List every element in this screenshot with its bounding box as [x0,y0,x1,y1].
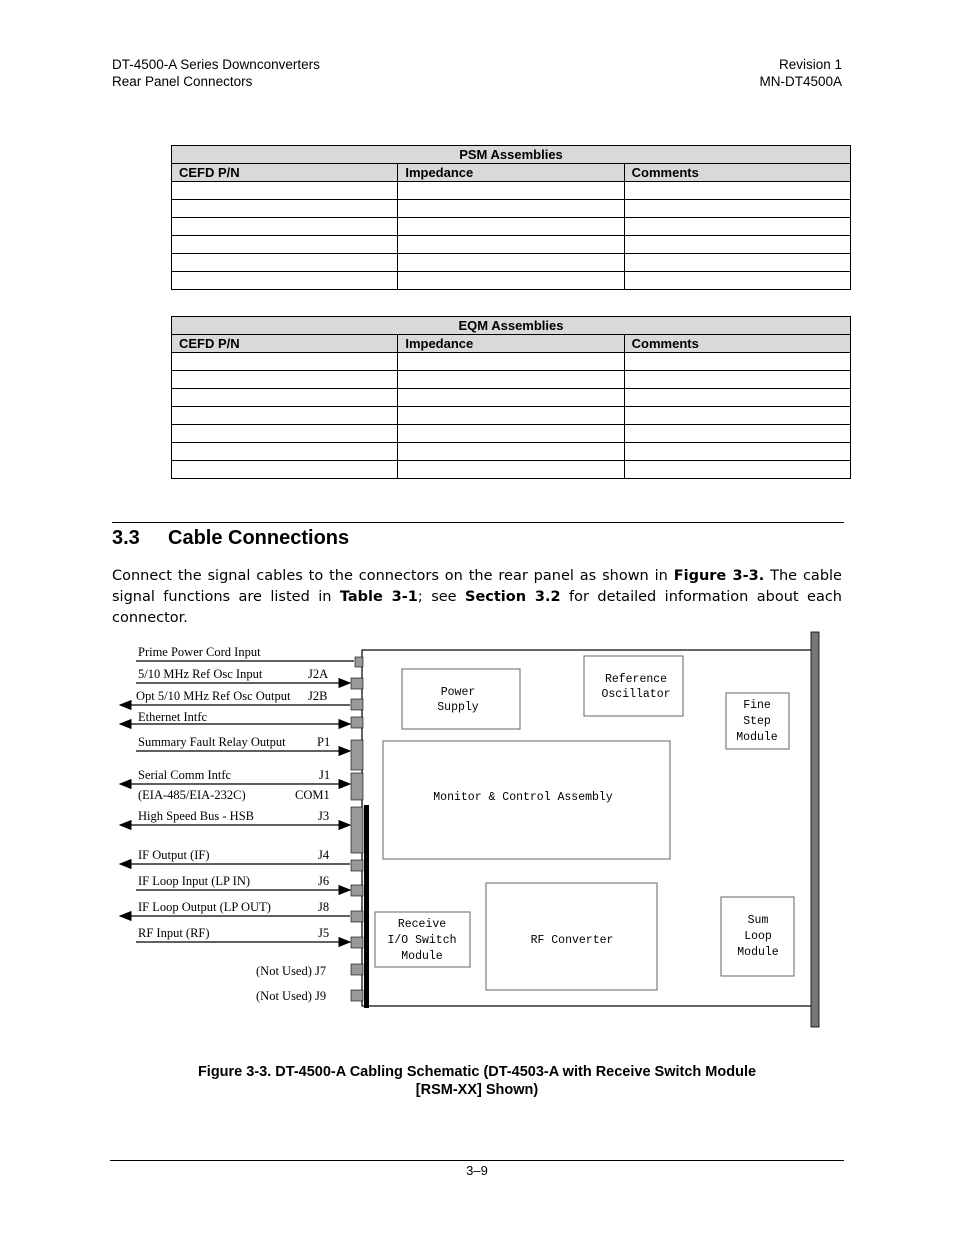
section-title-text: Cable Connections [168,527,350,549]
conn-j2a: J2A [308,667,329,681]
label-serial-comm: Serial Comm Intfc [138,768,232,782]
rear-connectors [351,657,363,1001]
table-row [172,443,851,461]
receive-switch-label-2: I/O Switch [387,934,457,947]
psm-col-part-number: CEFD P/N [172,164,398,182]
table-row [172,461,851,479]
power-supply-label-1: Power [440,686,476,699]
power-supply-box [402,669,520,729]
psm-assemblies-table [171,145,851,290]
receive-switch-label-3: Module [401,950,443,963]
conn-p1: P1 [317,735,331,749]
label-ref-osc-input: 5/10 MHz Ref Osc Input [138,667,263,681]
eqm-col-part-number: CEFD P/N [172,335,398,353]
psm-col-comments: Comments [624,164,850,182]
document-title: DT-4500-A Series Downconverters [112,57,320,72]
ref-osc-label-1: Reference [604,673,668,686]
reference-oscillator-box [584,656,683,716]
conn-j8: J8 [318,900,330,914]
label-ethernet: Ethernet Intfc [138,710,208,724]
table-row [172,200,851,218]
section-reference: Section 3.2 [465,589,561,605]
power-supply-label-2: Supply [437,701,479,714]
psm-table-title: PSM Assemblies [172,146,851,164]
label-if-loop-input: IF Loop Input (LP IN) [138,874,251,888]
front-panel [811,632,819,1027]
sum-loop-label-1: Sum [747,914,769,927]
footer-divider [110,1160,844,1161]
running-header-left [112,56,320,90]
conn-j3: J3 [318,809,330,823]
eqm-col-comments: Comments [624,335,850,353]
conn-j2b: J2B [308,689,328,703]
label-if-output: IF Output (IF) [138,848,210,862]
table-row [172,272,851,290]
conn-j4: J4 [318,848,330,862]
rf-converter-label: RF Converter [530,934,614,947]
label-eia: (EIA-485/EIA-232C) [138,788,246,802]
module-labels [387,673,778,963]
ref-osc-label-2: Oscillator [601,688,671,701]
label-not-used-j7: (Not Used) J7 [256,964,327,978]
section-divider [112,522,844,523]
label-if-loop-output: IF Loop Output (LP OUT) [138,900,271,914]
table-row [172,236,851,254]
figure-caption [112,1063,842,1099]
page-number: 3–9 [466,1163,488,1178]
receive-switch-label-1: Receive [397,918,447,931]
sum-loop-label-3: Module [737,946,779,959]
table-row [172,254,851,272]
table-row [172,353,851,371]
document-number: MN-DT4500A [759,74,842,89]
conn-j5: J5 [318,926,330,940]
running-header-right [759,56,842,90]
table-row [172,389,851,407]
label-prime-power: Prime Power Cord Input [138,645,261,659]
section-heading [112,527,349,550]
label-not-used-j9: (Not Used) J9 [256,989,327,1003]
monitor-control-label: Monitor & Control Assembly [433,791,613,804]
cabling-schematic [112,625,842,1035]
label-summary-fault: Summary Fault Relay Output [138,735,286,749]
conn-j1: J1 [319,768,331,782]
table-row [172,371,851,389]
rear-panel-bar [364,805,369,1008]
label-hsb: High Speed Bus - HSB [138,809,254,823]
table-row [172,218,851,236]
eqm-table-title: EQM Assemblies [172,317,851,335]
label-rf-input: RF Input (RF) [138,926,210,940]
body-paragraph: Connect the signal cables to the connectors on the rear panel as shown in Figure 3-3. The cable signal functions are listed in Table 3-1; see Section 3.2 for detailed information about each connector. [112,568,842,626]
table-row [172,425,851,443]
fine-step-label-1: Fine [743,699,771,712]
table-reference: Table 3-1 [339,589,418,605]
psm-col-impedance: Impedance [398,164,624,182]
conn-com1: COM1 [295,788,330,802]
caption-line-1: Figure 3-3. DT-4500-A Cabling Schematic (DT-4503-A with Receive Switch Module [197,1064,757,1080]
table-row [172,407,851,425]
sum-loop-label-2: Loop [744,930,772,943]
eqm-col-impedance: Impedance [398,335,624,353]
eqm-assemblies-table [171,316,851,479]
section-title: Rear Panel Connectors [112,74,253,89]
conn-j6: J6 [318,874,330,888]
revision-label: Revision 1 [778,57,842,72]
figure-reference: Figure 3-3. [673,568,765,584]
fine-step-label-2: Step [743,715,771,728]
caption-line-2: [RSM-XX] Shown) [415,1082,539,1098]
section-number: 3.3 [112,527,140,549]
table-row [172,182,851,200]
label-ref-osc-output: Opt 5/10 MHz Ref Osc Output [136,689,291,703]
signal-labels [136,645,330,1003]
fine-step-label-3: Module [736,731,778,744]
